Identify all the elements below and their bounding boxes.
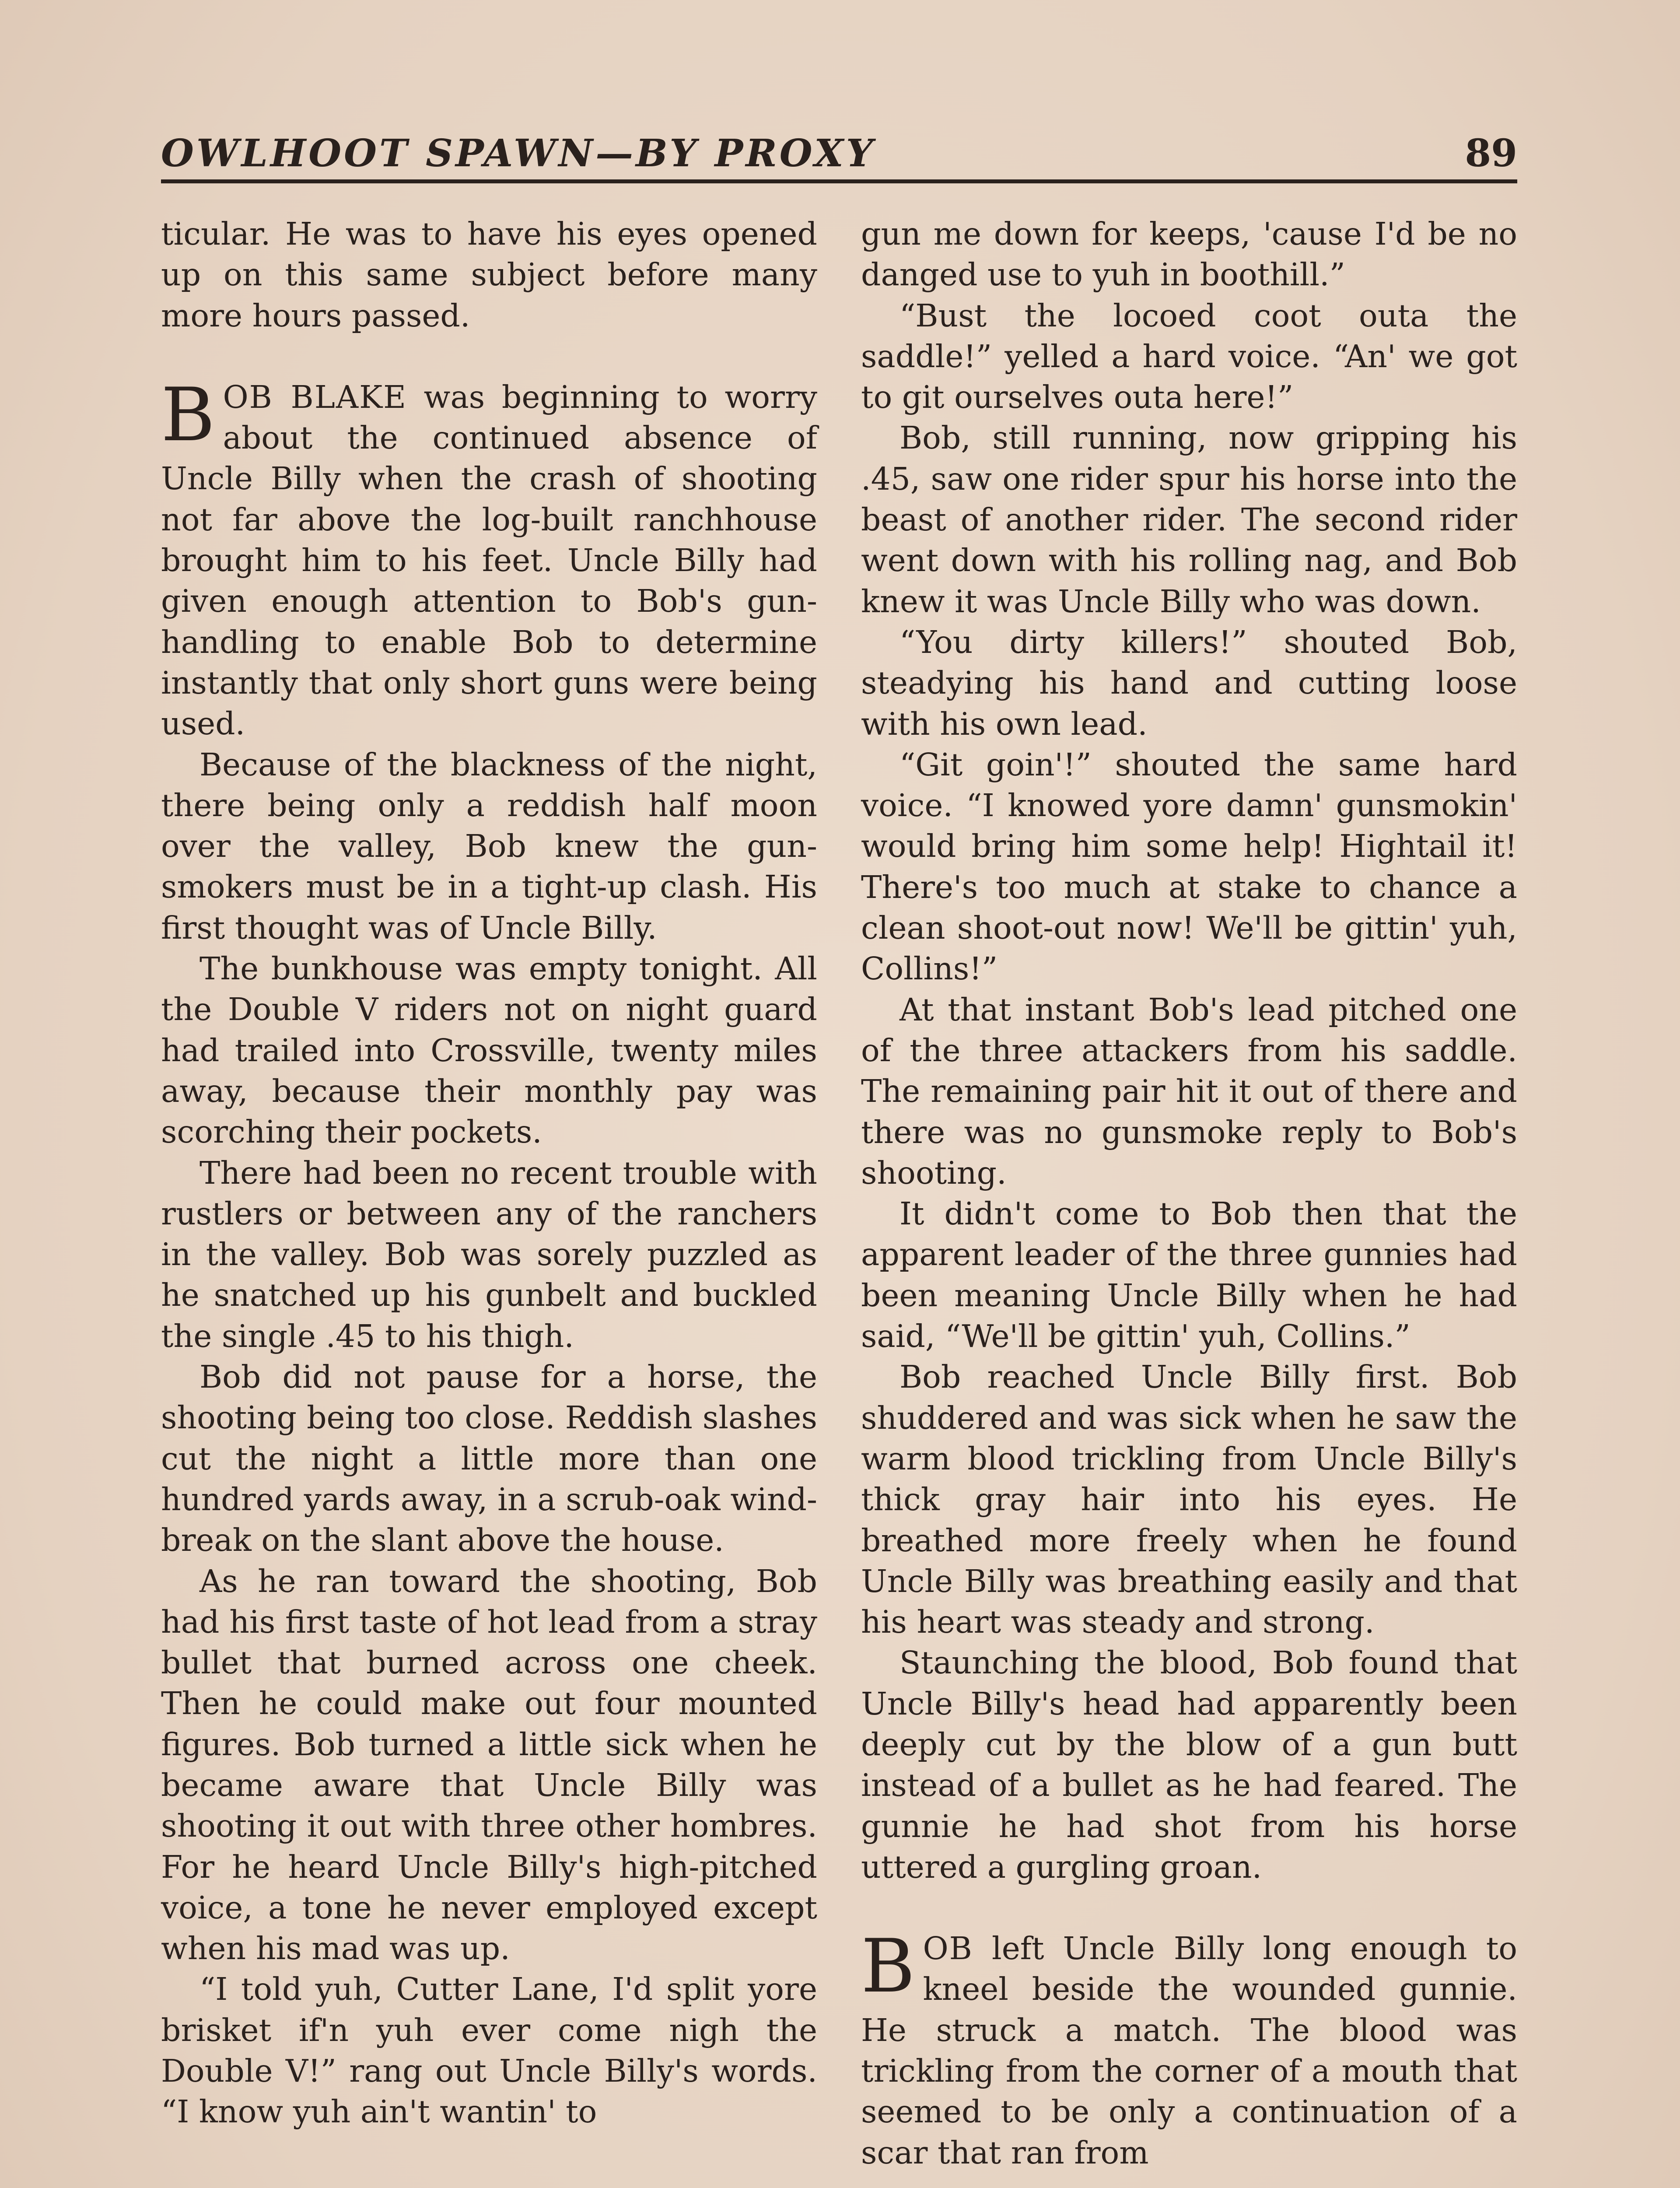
page-header bbox=[161, 127, 1517, 179]
right-column bbox=[861, 214, 1517, 2173]
running-title: OWLHOOT SPAWN—BY PROXY bbox=[161, 131, 876, 175]
paragraph: “Bust the locoed coot outa the saddle!” yelled a hard voice. “An' we got to git ourselves outa here!” bbox=[861, 297, 1517, 416]
paragraph: It didn't come to Bob then that the apparent leader of the three gunnies had been meaning Uncle Billy when he had said, “We'll be gittin' yuh, Collins.” bbox=[861, 1196, 1517, 1355]
paragraph: “I told yuh, Cutter Lane, I'd split yore brisket if'n yuh ever come nigh the Double V!” rang out Uncle Billy's words. “I know yuh ain't wantin' to bbox=[161, 1971, 817, 2130]
drop-cap: B bbox=[161, 372, 215, 458]
drop-cap: B bbox=[861, 1923, 915, 2009]
left-column bbox=[161, 214, 817, 2132]
lead-in-words: OB bbox=[923, 1930, 973, 1967]
section-start-paragraph bbox=[161, 372, 817, 744]
section-start-paragraph bbox=[861, 1923, 1517, 2173]
paragraph: gun me down for keeps, 'cause I'd be no danged use to yuh in boothill.” bbox=[861, 216, 1517, 293]
paragraph: The bunkhouse was empty tonight. All the Double V riders not on night guard had trailed into Crossville, twenty miles away, because their monthly pay was scorching their pockets. bbox=[161, 950, 817, 1150]
paragraph: As he ran toward the shooting, Bob had his first taste of hot lead from a stray bullet that burned across one cheek. Then he could make out four mounted figures. Bob turned a little sick when he became aware that Uncle Billy was shooting it out with three other hombres. For he heard Uncle Billy's high-pitched voice, a tone he never employed except when his mad was up. bbox=[161, 1563, 817, 1967]
paragraph: Because of the blackness of the night, there being only a reddish half moon over the valley, Bob knew the gun-smokers must be in a tight-up clash. His first thought was of Uncle Billy. bbox=[161, 746, 817, 946]
lead-in-words: OB BLAKE bbox=[223, 379, 407, 415]
paragraph: “You dirty killers!” shouted Bob, steadying his hand and cutting loose with his own lead. bbox=[861, 624, 1517, 742]
paragraph-text: was beginning to worry about the continued absence of Uncle Billy when the crash of shooting not far above the log-built ranchhouse brought him to his feet. Uncle Billy had given enough attention to Bob's gun-handling to enable Bob to determine instantly that only short guns were being used. bbox=[161, 379, 817, 742]
paragraph: ticular. He was to have his eyes opened up on this same subject before many more hours passed. bbox=[161, 216, 817, 334]
paragraph: Bob reached Uncle Billy first. Bob shuddered and was sick when he saw the warm blood trickling from Uncle Billy's thick gray hair into his eyes. He breathed more freely when he found Uncle Billy was breathing easily and that his heart was steady and strong. bbox=[861, 1359, 1517, 1641]
paragraph: Staunching the blood, Bob found that Uncle Billy's head had apparently been deeply cut by the blow of a gun butt instead of a bullet as he had feared. The gunnie he had shot from his horse uttered a gurgling groan. bbox=[861, 1645, 1517, 1885]
paragraph: “Git goin'!” shouted the same hard voice. “I knowed yore damn' gunsmokin' would bring him some help! Hightail it! There's too much at stake to chance a clean shoot-out now! We'll be gittin' yuh, Collins!” bbox=[861, 746, 1517, 987]
paragraph: There had been no recent trouble with rustlers or between any of the ranchers in the valley. Bob was sorely puzzled as he snatched up his gunbelt and buckled the single .45 to his thigh. bbox=[161, 1154, 817, 1354]
paragraph: At that instant Bob's lead pitched one of the three attackers from his saddle. The remaining pair hit it out of there and there was no gunsmoke reply to Bob's shooting. bbox=[861, 991, 1517, 1191]
header-rule bbox=[161, 179, 1517, 183]
page-number: 89 bbox=[1465, 131, 1517, 175]
paragraph-text: left Uncle Billy long enough to kneel beside the wounded gunnie. He struck a match. The blood was trickling from the corner of a mouth that seemed to be only a continuation of a scar that ran from bbox=[861, 1930, 1517, 2171]
paragraph: Bob, still running, now gripping his .45, saw one rider spur his horse into the beast of another rider. The second rider went down with his rolling nag, and Bob knew it was Uncle Billy who was down. bbox=[861, 420, 1517, 620]
paragraph: Bob did not pause for a horse, the shooting being too close. Reddish slashes cut the night a little more than one hundred yards away, in a scrub-oak wind-break on the slant above the house. bbox=[161, 1359, 817, 1559]
